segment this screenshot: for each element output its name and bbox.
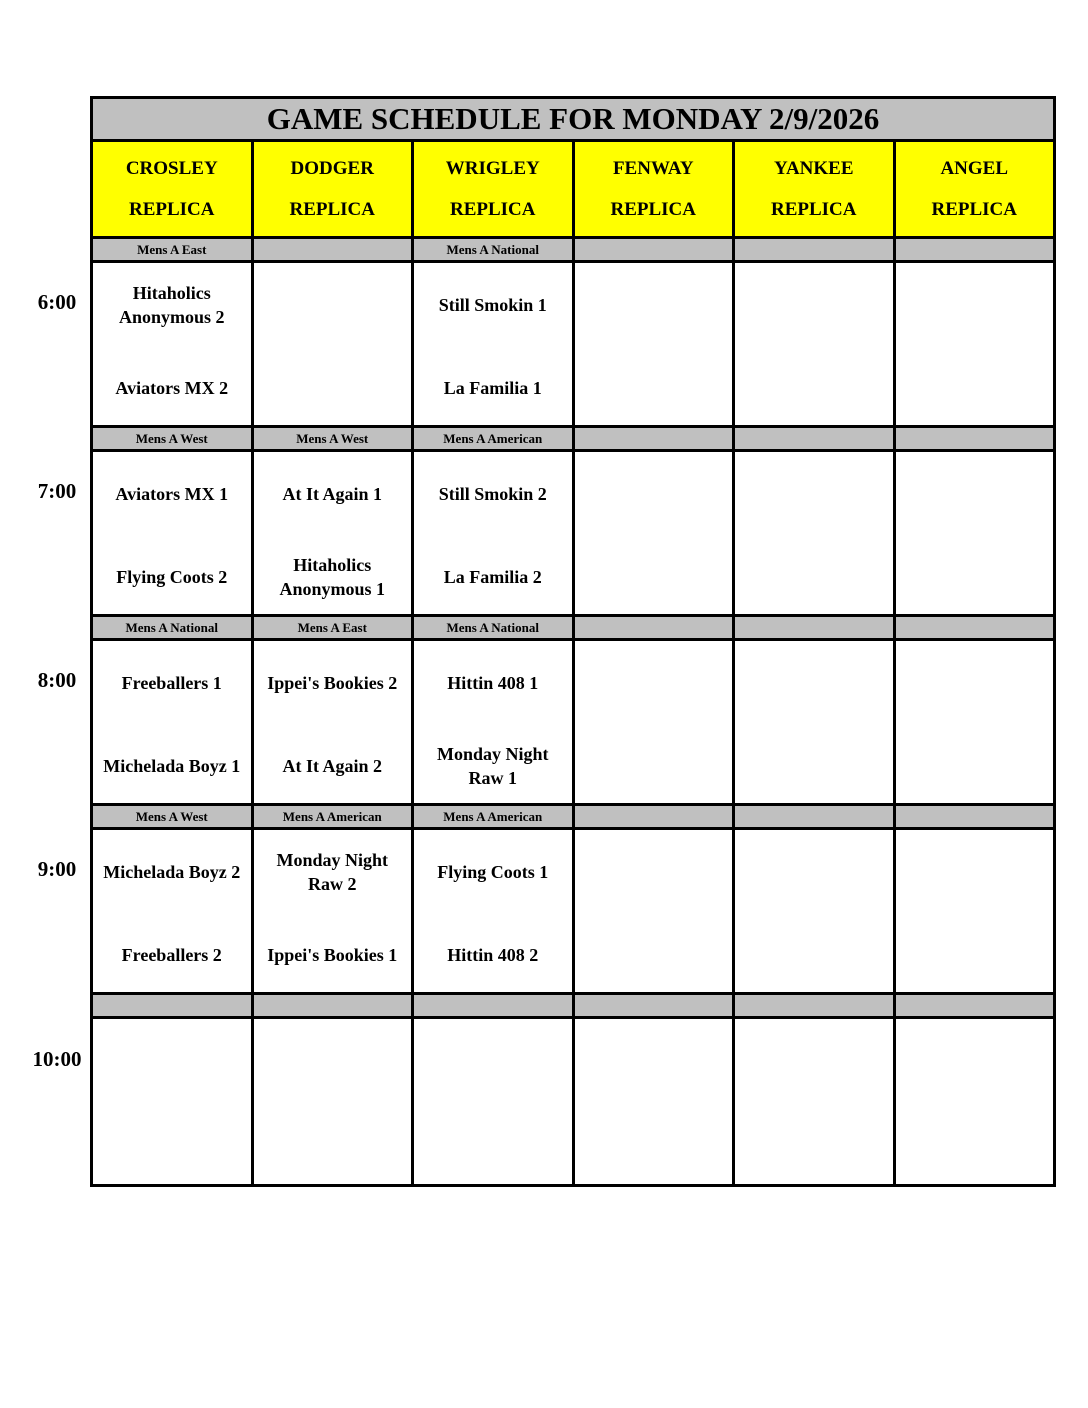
field-header-row xyxy=(93,142,1053,239)
team-name-second: Aviators MX 2 xyxy=(115,378,229,398)
division-label xyxy=(575,806,736,827)
division-label: Mens A American xyxy=(414,428,575,449)
game-cell xyxy=(735,1019,896,1184)
division-label xyxy=(735,617,896,638)
game-cell xyxy=(414,641,575,803)
game-cell xyxy=(414,1019,575,1184)
division-label: Mens A National xyxy=(93,617,254,638)
division-label: Mens A National xyxy=(414,617,575,638)
division-band xyxy=(93,806,1053,830)
time-label-8pm: 8:00 xyxy=(37,668,77,692)
field-header-yankee xyxy=(735,142,896,236)
game-cell xyxy=(735,641,896,803)
team-name-second: La Familia 2 xyxy=(443,567,542,587)
team-name-second: Freeballers 2 xyxy=(121,945,222,965)
team-name-first: Hitaholics Anonymous 2 xyxy=(118,283,225,327)
division-label xyxy=(575,995,736,1016)
team-name-second: Hittin 408 2 xyxy=(447,945,539,965)
time-label-9pm: 9:00 xyxy=(37,857,77,881)
division-label: Mens A National xyxy=(414,239,575,260)
game-cell xyxy=(735,452,896,614)
division-label: Mens A West xyxy=(93,806,254,827)
field-subtitle: REPLICA xyxy=(931,198,1017,220)
division-label xyxy=(93,995,254,1016)
field-subtitle: REPLICA xyxy=(770,198,857,220)
field-header-dodger xyxy=(254,142,415,236)
division-label xyxy=(575,239,736,260)
division-band xyxy=(93,617,1053,641)
field-name: CROSLEY xyxy=(125,157,218,179)
team-name-first: Flying Coots 1 xyxy=(437,862,549,882)
time-label-10pm: 10:00 xyxy=(32,1047,82,1071)
team-name-first: Hittin 408 1 xyxy=(447,673,539,693)
division-label xyxy=(896,239,1054,260)
game-cell xyxy=(575,452,736,614)
team-name-first: Monday Night Raw 2 xyxy=(276,850,388,894)
field-header-crosley xyxy=(93,142,254,236)
division-label xyxy=(254,995,415,1016)
field-subtitle: REPLICA xyxy=(128,198,215,220)
game-cell xyxy=(896,263,1054,425)
field-header-angel xyxy=(896,142,1054,236)
team-name-second: Michelada Boyz 1 xyxy=(103,756,241,776)
field-subtitle: REPLICA xyxy=(610,198,696,220)
division-label xyxy=(735,806,896,827)
field-subtitle: REPLICA xyxy=(449,198,536,220)
game-cell xyxy=(896,641,1054,803)
division-label: Mens A East xyxy=(93,239,254,260)
game-slot-row xyxy=(93,263,1053,428)
division-label xyxy=(896,617,1054,638)
division-label xyxy=(254,239,415,260)
division-label xyxy=(735,995,896,1016)
division-label xyxy=(896,995,1054,1016)
game-cell xyxy=(93,263,254,425)
division-label: Mens A American xyxy=(414,806,575,827)
game-cell xyxy=(575,830,736,992)
game-cell xyxy=(93,1019,254,1184)
game-cell xyxy=(414,263,575,425)
game-cell xyxy=(254,1019,415,1184)
game-cell xyxy=(254,830,415,992)
division-label: Mens A West xyxy=(93,428,254,449)
division-band xyxy=(93,995,1053,1019)
division-label xyxy=(575,428,736,449)
division-label xyxy=(896,428,1054,449)
division-label xyxy=(575,617,736,638)
division-label: Mens A East xyxy=(254,617,415,638)
division-label xyxy=(414,995,575,1016)
team-name-second: At It Again 2 xyxy=(282,756,382,776)
game-cell xyxy=(735,263,896,425)
game-cell xyxy=(414,830,575,992)
field-name: FENWAY xyxy=(612,157,694,179)
game-slot-row xyxy=(93,641,1053,806)
team-name-first: Aviators MX 1 xyxy=(115,484,229,504)
time-label-6pm: 6:00 xyxy=(37,290,77,314)
team-name-second: Hitaholics Anonymous 1 xyxy=(279,555,386,599)
game-slot-row xyxy=(93,452,1053,617)
team-name-second: Monday Night Raw 1 xyxy=(436,744,549,788)
game-cell xyxy=(254,641,415,803)
division-label xyxy=(735,239,896,260)
field-header-fenway xyxy=(575,142,736,236)
team-name-first: Still Smokin 1 xyxy=(438,295,547,315)
field-subtitle: REPLICA xyxy=(289,198,375,220)
game-cell xyxy=(254,263,415,425)
division-label: Mens A American xyxy=(254,806,415,827)
division-band xyxy=(93,239,1053,263)
game-cell xyxy=(254,452,415,614)
division-label xyxy=(735,428,896,449)
game-cell xyxy=(93,452,254,614)
game-cell xyxy=(575,263,736,425)
game-slot-row xyxy=(93,1019,1053,1184)
field-name: DODGER xyxy=(290,157,374,179)
game-slot-row xyxy=(93,830,1053,995)
time-slots xyxy=(93,239,1053,1184)
game-cell xyxy=(414,452,575,614)
time-label-7pm: 7:00 xyxy=(37,479,77,503)
field-name: YANKEE xyxy=(773,157,854,179)
game-cell xyxy=(575,641,736,803)
schedule-title: GAME SCHEDULE FOR MONDAY 2/9/2026 xyxy=(93,99,1053,142)
team-name-first: Freeballers 1 xyxy=(121,673,222,693)
team-name-second: La Familia 1 xyxy=(443,378,542,398)
division-band xyxy=(93,428,1053,452)
team-name-first: Michelada Boyz 2 xyxy=(103,862,241,882)
game-cell xyxy=(93,641,254,803)
field-name: WRIGLEY xyxy=(445,157,540,179)
field-name: ANGEL xyxy=(940,157,1009,179)
game-cell xyxy=(575,1019,736,1184)
game-cell xyxy=(735,830,896,992)
team-name-second: Flying Coots 2 xyxy=(116,567,228,587)
field-header-wrigley xyxy=(414,142,575,236)
game-cell xyxy=(896,452,1054,614)
team-name-first: Ippei's Bookies 2 xyxy=(267,673,398,693)
schedule-table xyxy=(90,96,1056,1187)
division-label xyxy=(896,806,1054,827)
team-name-first: At It Again 1 xyxy=(282,484,382,504)
game-cell xyxy=(93,830,254,992)
team-name-first: Still Smokin 2 xyxy=(438,484,547,504)
game-cell xyxy=(896,1019,1054,1184)
team-name-second: Ippei's Bookies 1 xyxy=(267,945,398,965)
division-label: Mens A West xyxy=(254,428,415,449)
game-cell xyxy=(896,830,1054,992)
